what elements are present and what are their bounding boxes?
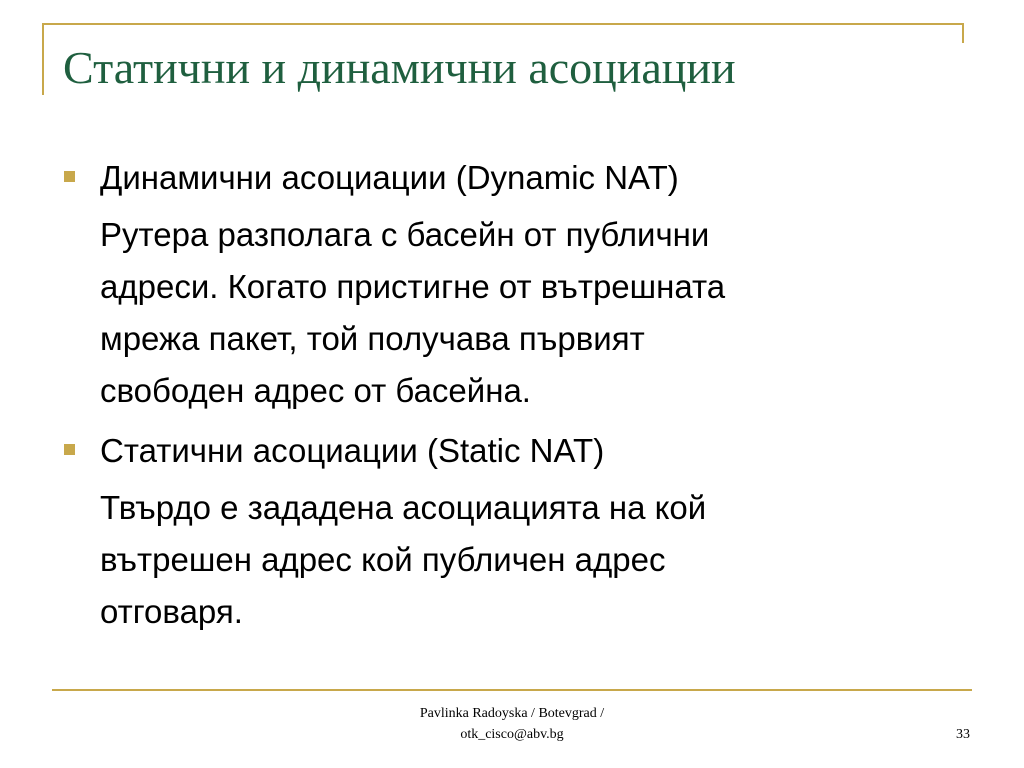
bullet-body-static-nat [62, 482, 942, 638]
body-line: свободен адрес от басейна. [100, 372, 531, 409]
square-bullet-icon [64, 444, 75, 455]
body-line: адреси. Когато пристигне от вътрешната [100, 268, 726, 305]
slide-content [62, 152, 942, 646]
body-line: вътрешен адрес кой публичен адрес [100, 541, 666, 578]
page-number: 33 [956, 727, 970, 742]
body-line: Твърдо е зададена асоциацията на кой [100, 489, 707, 526]
bullet-heading: Статични асоциации (Static NAT) [100, 432, 605, 469]
bullet-body-dynamic-nat [62, 209, 942, 417]
footer-author: Pavlinka Radoyska / Botevgrad / [419, 706, 605, 721]
frame-left-rule [42, 23, 44, 95]
bullet-item-static-nat [62, 425, 942, 477]
body-line: отговаря. [100, 593, 243, 630]
frame-top-rule [42, 23, 964, 25]
square-bullet-icon [64, 171, 75, 182]
frame-right-rule [962, 23, 964, 43]
bullet-item-dynamic-nat [62, 152, 942, 204]
bullet-heading: Динамични асоциации (Dynamic NAT) [100, 159, 679, 196]
footer-email: otk_cisco@abv.bg [460, 727, 564, 742]
footer-text [340, 703, 684, 745]
footer-rule [52, 689, 972, 691]
body-line: Рутера разполага с басейн от публични [100, 216, 710, 253]
slide-title: Статични и динамични асоциации [63, 42, 736, 93]
body-line: мрежа пакет, той получава първият [100, 320, 645, 357]
